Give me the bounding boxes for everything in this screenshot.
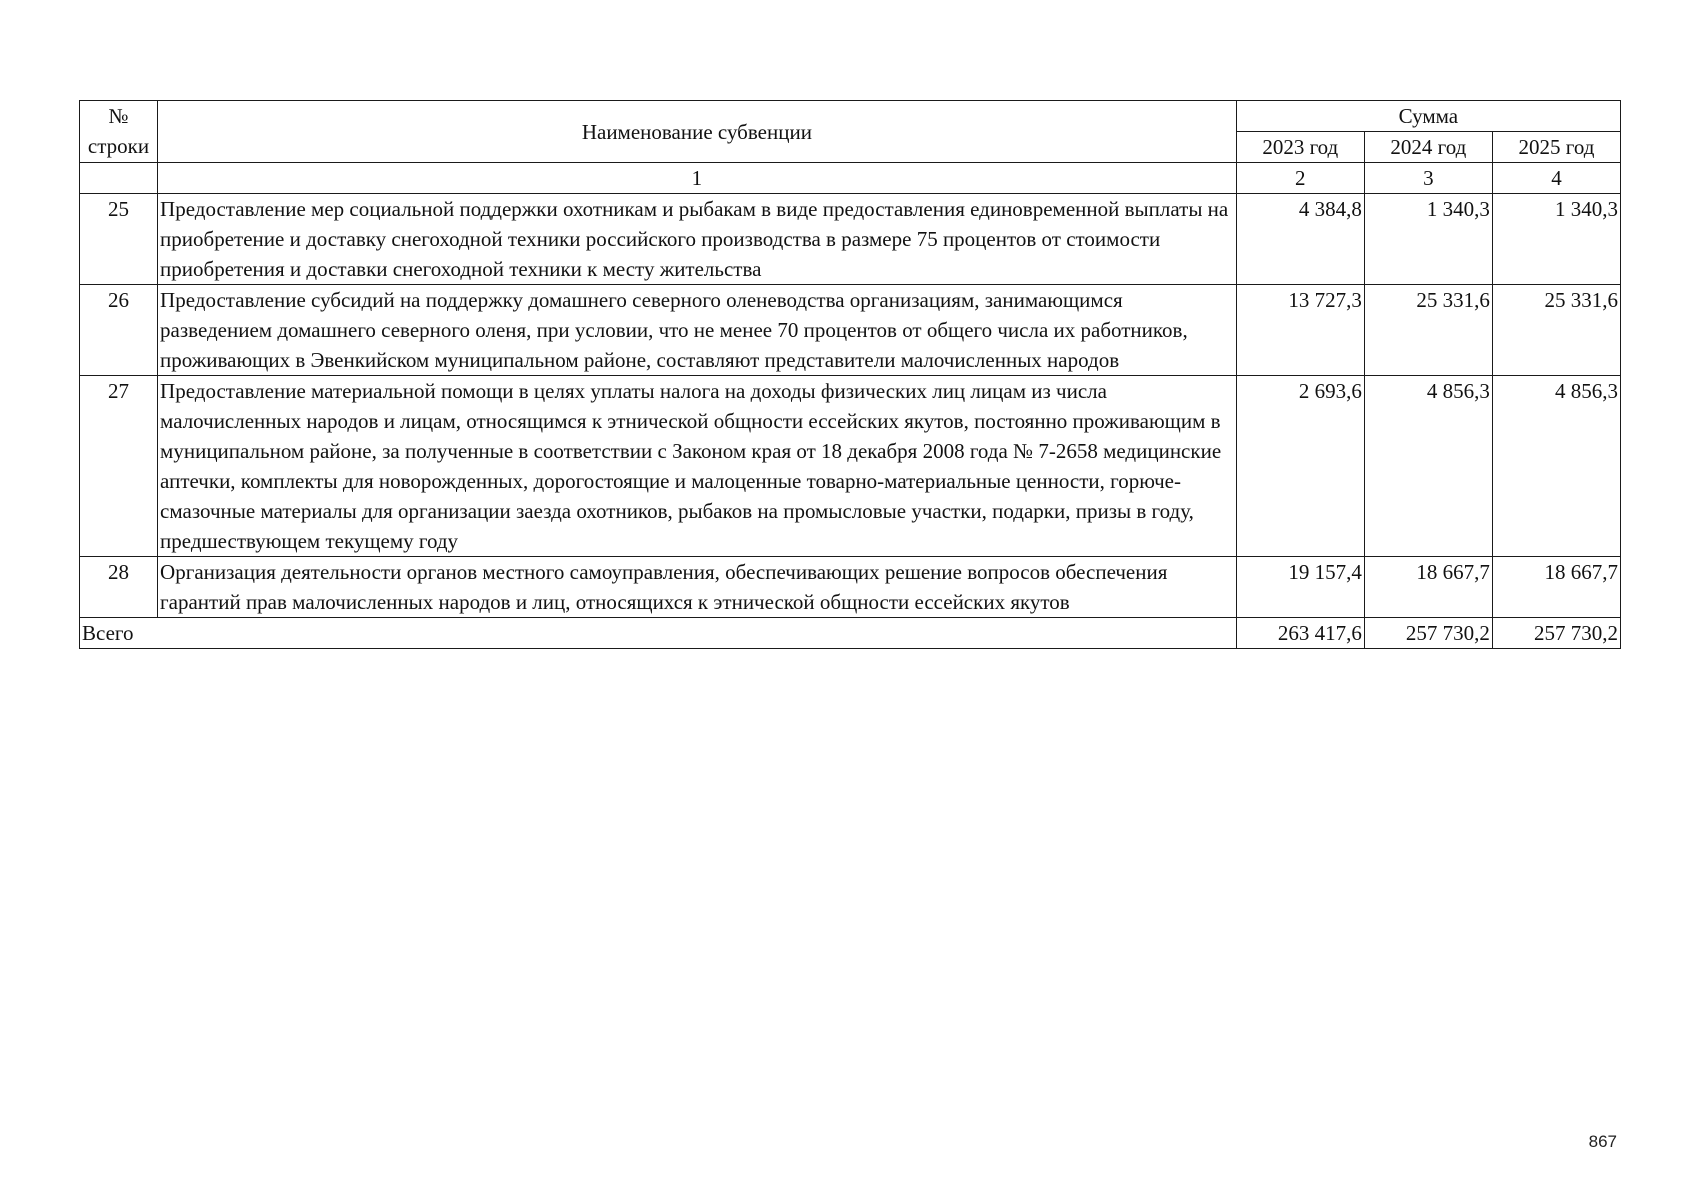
- amount-2024: 18 667,7: [1364, 557, 1492, 618]
- amount-2024: 25 331,6: [1364, 285, 1492, 376]
- table-row: [80, 376, 1621, 557]
- amount-2023: 4 384,8: [1236, 194, 1364, 285]
- total-row: [80, 618, 1621, 649]
- row-number: 26: [80, 285, 158, 376]
- amount-2024: 4 856,3: [1364, 376, 1492, 557]
- amount-2025: 1 340,3: [1492, 194, 1620, 285]
- column-number-3: 3: [1364, 163, 1492, 194]
- row-number: 25: [80, 194, 158, 285]
- total-2025: 257 730,2: [1492, 618, 1620, 649]
- amount-2023: 13 727,3: [1236, 285, 1364, 376]
- amount-2025: 18 667,7: [1492, 557, 1620, 618]
- amount-2024: 1 340,3: [1364, 194, 1492, 285]
- row-number-label: строки: [87, 134, 150, 158]
- amount-2025: 4 856,3: [1492, 376, 1620, 557]
- sum-header: Сумма: [1236, 101, 1620, 132]
- header-row-1: [80, 101, 1621, 132]
- year-header-2023: 2023 год: [1236, 132, 1364, 163]
- amount-2025: 25 331,6: [1492, 285, 1620, 376]
- subsidy-name: Предоставление субсидий на поддержку домашнего северного оленеводства организациям, занимающимся разведением домашнего северного оленя, при условии, что не менее 70 процентов от общего числа их работников, проживающих в Эвенкийском муниципальном районе, составляют представители малочисленных народов: [158, 285, 1237, 376]
- table-row: [80, 557, 1621, 618]
- row-number-symbol: №: [108, 104, 129, 128]
- subsidy-name-header: Наименование субвенции: [158, 101, 1237, 163]
- row-number: 28: [80, 557, 158, 618]
- column-number-2: 2: [1236, 163, 1364, 194]
- amount-2023: 19 157,4: [1236, 557, 1364, 618]
- amount-2023: 2 693,6: [1236, 376, 1364, 557]
- year-header-2024: 2024 год: [1364, 132, 1492, 163]
- column-number-1: 1: [158, 163, 1237, 194]
- column-number-0: [80, 163, 158, 194]
- subsidies-table: [79, 100, 1621, 649]
- total-2023: 263 417,6: [1236, 618, 1364, 649]
- column-number-row: [80, 163, 1621, 194]
- table-row: [80, 285, 1621, 376]
- total-label: Всего: [80, 618, 1237, 649]
- subsidy-name: Предоставление материальной помощи в целях уплаты налога на доходы физических лиц лицам из числа малочисленных народов и лицам, относящимся к этнической общности ессейских якутов, постоянно проживающим в муниципальном районе, за полученные в соответствии с Законом края от 18 декабря 2008 года № 7-2658 медицинские аптечки, комплекты для новорожденных, дорогостоящие и малоценные товарно-материальные ценности, горюче-смазочные материалы для организации заезда охотников, рыбаков на промысловые участки, подарки, призы в году, предшествующем текущему году: [158, 376, 1237, 557]
- row-number: 27: [80, 376, 158, 557]
- year-header-2025: 2025 год: [1492, 132, 1620, 163]
- page-number: 867: [1588, 1132, 1617, 1151]
- row-number-header: [80, 101, 158, 163]
- column-number-4: 4: [1492, 163, 1620, 194]
- subsidy-name: Организация деятельности органов местного самоуправления, обеспечивающих решение вопросов обеспечения гарантий прав малочисленных народов и лиц, относящихся к этнической общности ессейских якутов: [158, 557, 1237, 618]
- table-row: [80, 194, 1621, 285]
- subsidy-name: Предоставление мер социальной поддержки охотникам и рыбакам в виде предоставления единовременной выплаты на приобретение и доставку снегоходной техники российского производства в размере 75 процентов от стоимости приобретения и доставки снегоходной техники к месту жительства: [158, 194, 1237, 285]
- total-2024: 257 730,2: [1364, 618, 1492, 649]
